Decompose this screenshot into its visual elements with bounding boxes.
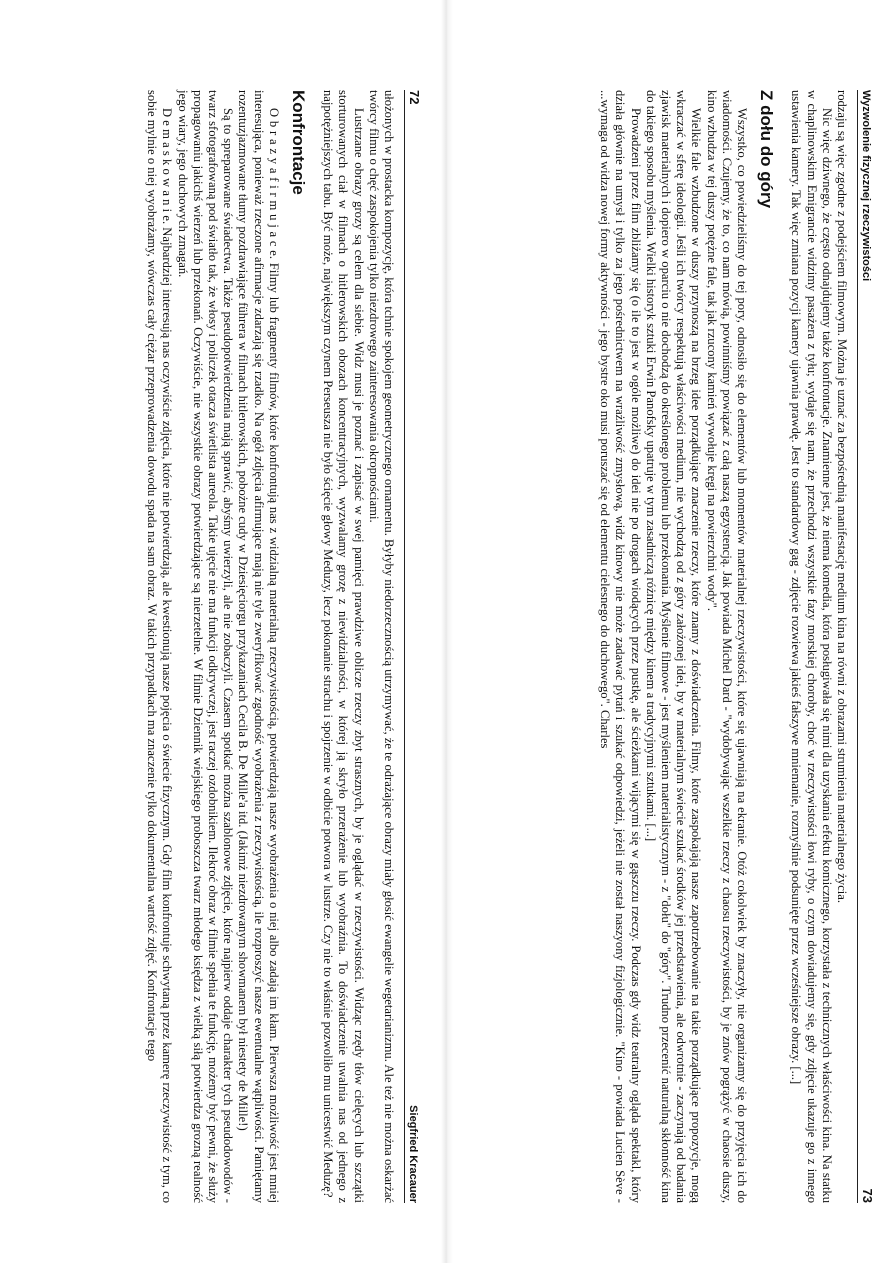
page-number: 73 xyxy=(860,1188,875,1203)
body-text xyxy=(144,90,396,1203)
paragraph: O b r a z y a f i r m u j a c e. Filmy lub fragmenty filmów, które konfrontują nas z widzialną materialną rzeczywistością, potwierdzają nasze wyobrażenia o niej albo zadają im kłam. Pierwsza możliwość jest mniej interesująca, ponieważ rzeczone afirmacje zdarzają się rzadko. Na ogół zdjęcia afirmujące mają nie tyle zweryfikować zgodność wyobrażenia z rzeczywistością, ile rozproszyć nasze ewentualne wątpliwości. Pamiętamy rozentuzjazmowane tłumy pozdrawiające führera w filmach hitlerowskich, pobożne cudy w Dziesięciorgu przykazaniach Cecila B. De Mille'a itd. (Jakimż niezdrowanym showmanem był niestety de Mille!) xyxy=(236,90,281,1203)
book-gutter xyxy=(441,0,453,1263)
paragraph: Są to spreparowane świadectwa. Także pseudopotwierdzenia mają sprawić, abyśmy uwierzyli, ale nie zobaczyli. Czasem spotkać można szablonowe zdjęcie, które najpierw oddaje charakter tych pseudodowodów - twarz sfotografowaną pod światło tak, że włosy i policzek otacza świetlista aureola. Takie ujęcie nie ma funkcji odkrywczej, jest raczej ozdobnikiem. Ilekroć obraz w filmie spełnia te funkcję, możemy być pewni, że służy propagowaniu jakichś wierzeń lub przekonań. Oczywiście, nie wszystkie obrazy potwierdzające są nierzetelne. W filmie Dziennik wiejskiego proboszcza twarz młodego księdza z wielką siłą potwierdza grozną realność jego wiary, jego duchowych zmagań. xyxy=(175,90,236,1203)
paragraph: Lustrzane obrazy grozy są celem dla siebie. Widz musi je poznać i zapisać w swej pamięci prawdziwe oblicze rzeczy zbyt strasznych, by je oglądać w rzeczywistości. Widząc rzędy tłów cielęcych lub szczątki storturowanych ciał w filmach o hitlerowskich obozach koncentracyjnych, wyzwalamy grozę z niewidzialności, w której ją skryło przerażenie lub wyobraźnia. To doświadczenie uwalnia nas od jednego z najpotężniejszych tabu. Być może, największym czynem Perseusza nie było ścięcie głowy Meduzy, lecz pokonanie strachu i spojrzenie w odbicie potwora w lustrze. Czy nie to właśnie pozwoliło mu unicestwić Meduzę? xyxy=(321,90,366,1203)
paragraph: Prowadzeni przez film zbliżamy się (o ile to jest w ogóle możliwe) do idei nie po drogach wiodących przez pustkę, ale ścieżkami wijącymi się w gąszczu rzeczy. Podczas gdy widz teatralny ogląda spektakl, który działa głównie na umysł i tylko za jego pośrednictwem na wrażliwość zmysłową, widz kinowy nie może zadawać pytań i szukać odpowiedzi, jeżeli nie został naszyony fizjologicznie. "Kino - powiada Lucien Sève - ...wymaga od widza nowej formy aktywności - jego bystre oko musi poruszać się od elementu cielesnego do duchowego". Charles xyxy=(598,90,643,1203)
right-page-sheet xyxy=(453,0,893,1263)
paragraph: Wielkie fale wzbudzone w duszy przynoszą na brzeg idee porządkujące znaczenie rzeczy, które znamy z doświadczenia. Filmy, które zaspokajają nasze zapotrzebowanie na takie porządkujące propozycje, mogą wkraczać w sferę ideologii. Jeśli ich twórcy respektują właściwości medium, nie wychodzą od z góry założonej idei, by w materialnym świecie szukać środków jej przedstawienia, ale odwrotnie - zaczynają od badania zjawisk materialnych i dopiero w oparciu o nie dochodzą do określonego problemu lub przekonania. Myślenie filmowe - jest myśleniem materialistycznym - z "dołu" do "góry". Trudno przecenić naturalną skłonność kina do takiego sposobu myślenia. Wielki historyk sztuki Erwin Panofsky upatruje w tym zasadniczą różnicę między kinem a tradycyjnymi sztukami. [...] xyxy=(643,90,704,1203)
running-head xyxy=(857,90,875,1203)
running-head-title: Wyzwolenie fizycznej rzeczywistości xyxy=(860,90,872,282)
left-page-sheet xyxy=(0,0,440,1263)
left-page xyxy=(0,0,440,1263)
paragraph: D e m a s k o w a n i e. Najbardziej interesują nas oczywiście zdjęcia, które nie potwierdzają, ale kwestionują nasze pojęcia o świecie fizycznym. Gdy film konfrontuje schwytaną przez kamerę rzeczywistość z tym, co sobie mylnie o niej wyobrażamy, wówczas cały ciężar przeprowadzenia dowodu spada na sam obraz. W takich przypadkach ma znaczenie tylko dokumentalna wartość zdjęć. Konfrontacje tego xyxy=(145,90,175,1203)
section-title: Z dołu do góry xyxy=(757,90,777,209)
paragraph: Wszystko, co powiedzieliśmy do tej pory, odnosiło się do elementów lub momentów materialnej rzeczywistości, które się ujawniają na ekranie. Otóż cokolwiek by znaczyły, nie organizamy się do przyjęcia ich do wiadomości. Czujemy, że to, co nam mówią, powinniśmy powiązać z całą naszą egzystencją. Jak powiada Michel Dard - "wydobywając wszelkie rzeczy z chaosu rzeczywistości, by je znów pogrążyć w chaosie duszy, kino wzbudza w tej duszy potężne fale, tak jak rzucony kamień wywołuje kręgi na powierzchni wody". xyxy=(704,90,749,1203)
paragraph: ułożonych w prostacka kompozycję, która tchnie spokojem geometrycznego ornamentu. Byłyby niedorzecznością utrzymywać, że te odrażające obrazy miały głosić ewangelie wegetarianizmu. Ale też nie można oskarżać twórcy filmu o chęć zaspokojenia tylko niezdrowego zainteresowania okropnościami. xyxy=(366,90,396,1203)
paragraph: Nic więc dziwnego, że często odnajdujemy także konfrontacje. Znamienne jest, że niema komedia, która posługiwała się nimi dla uzyskania efektu komicznego, korzystała z technicznych właściwości kina. Na statku w chaplinowskim Emigrancie widzimy pasażera z tyłu; wydaje się nam, że przechodzi wszystkie fazy morskiej choroby, choć w rzeczywistości łowi ryby, o czym dowiadujemy się, gdy zdjęcie ukazuje go z innego ustawienia kamery. Tak więc zmiana pozycji kamery ujawnia prawdę. Jest to standardowy gag - zdjęcie rozwiewa jakieś fałszywe mniemanie, rozmyślnie podsunięte przez wcześniejsze obrazy. [...] xyxy=(789,90,834,1203)
running-head-title: Siegfried Kracauer xyxy=(407,1105,419,1203)
right-page xyxy=(453,0,893,1263)
paragraph: rodzaju są więc zgodne z podejściem filmowym. Można je uznać za bezpośrednią manifestację medium kina na równi z obrazami strumienia materialnego życia. xyxy=(835,90,849,904)
section-title: Konfrontacje xyxy=(288,90,308,195)
page-number: 72 xyxy=(407,90,422,105)
body-text xyxy=(597,90,849,1203)
running-head xyxy=(404,90,422,1203)
